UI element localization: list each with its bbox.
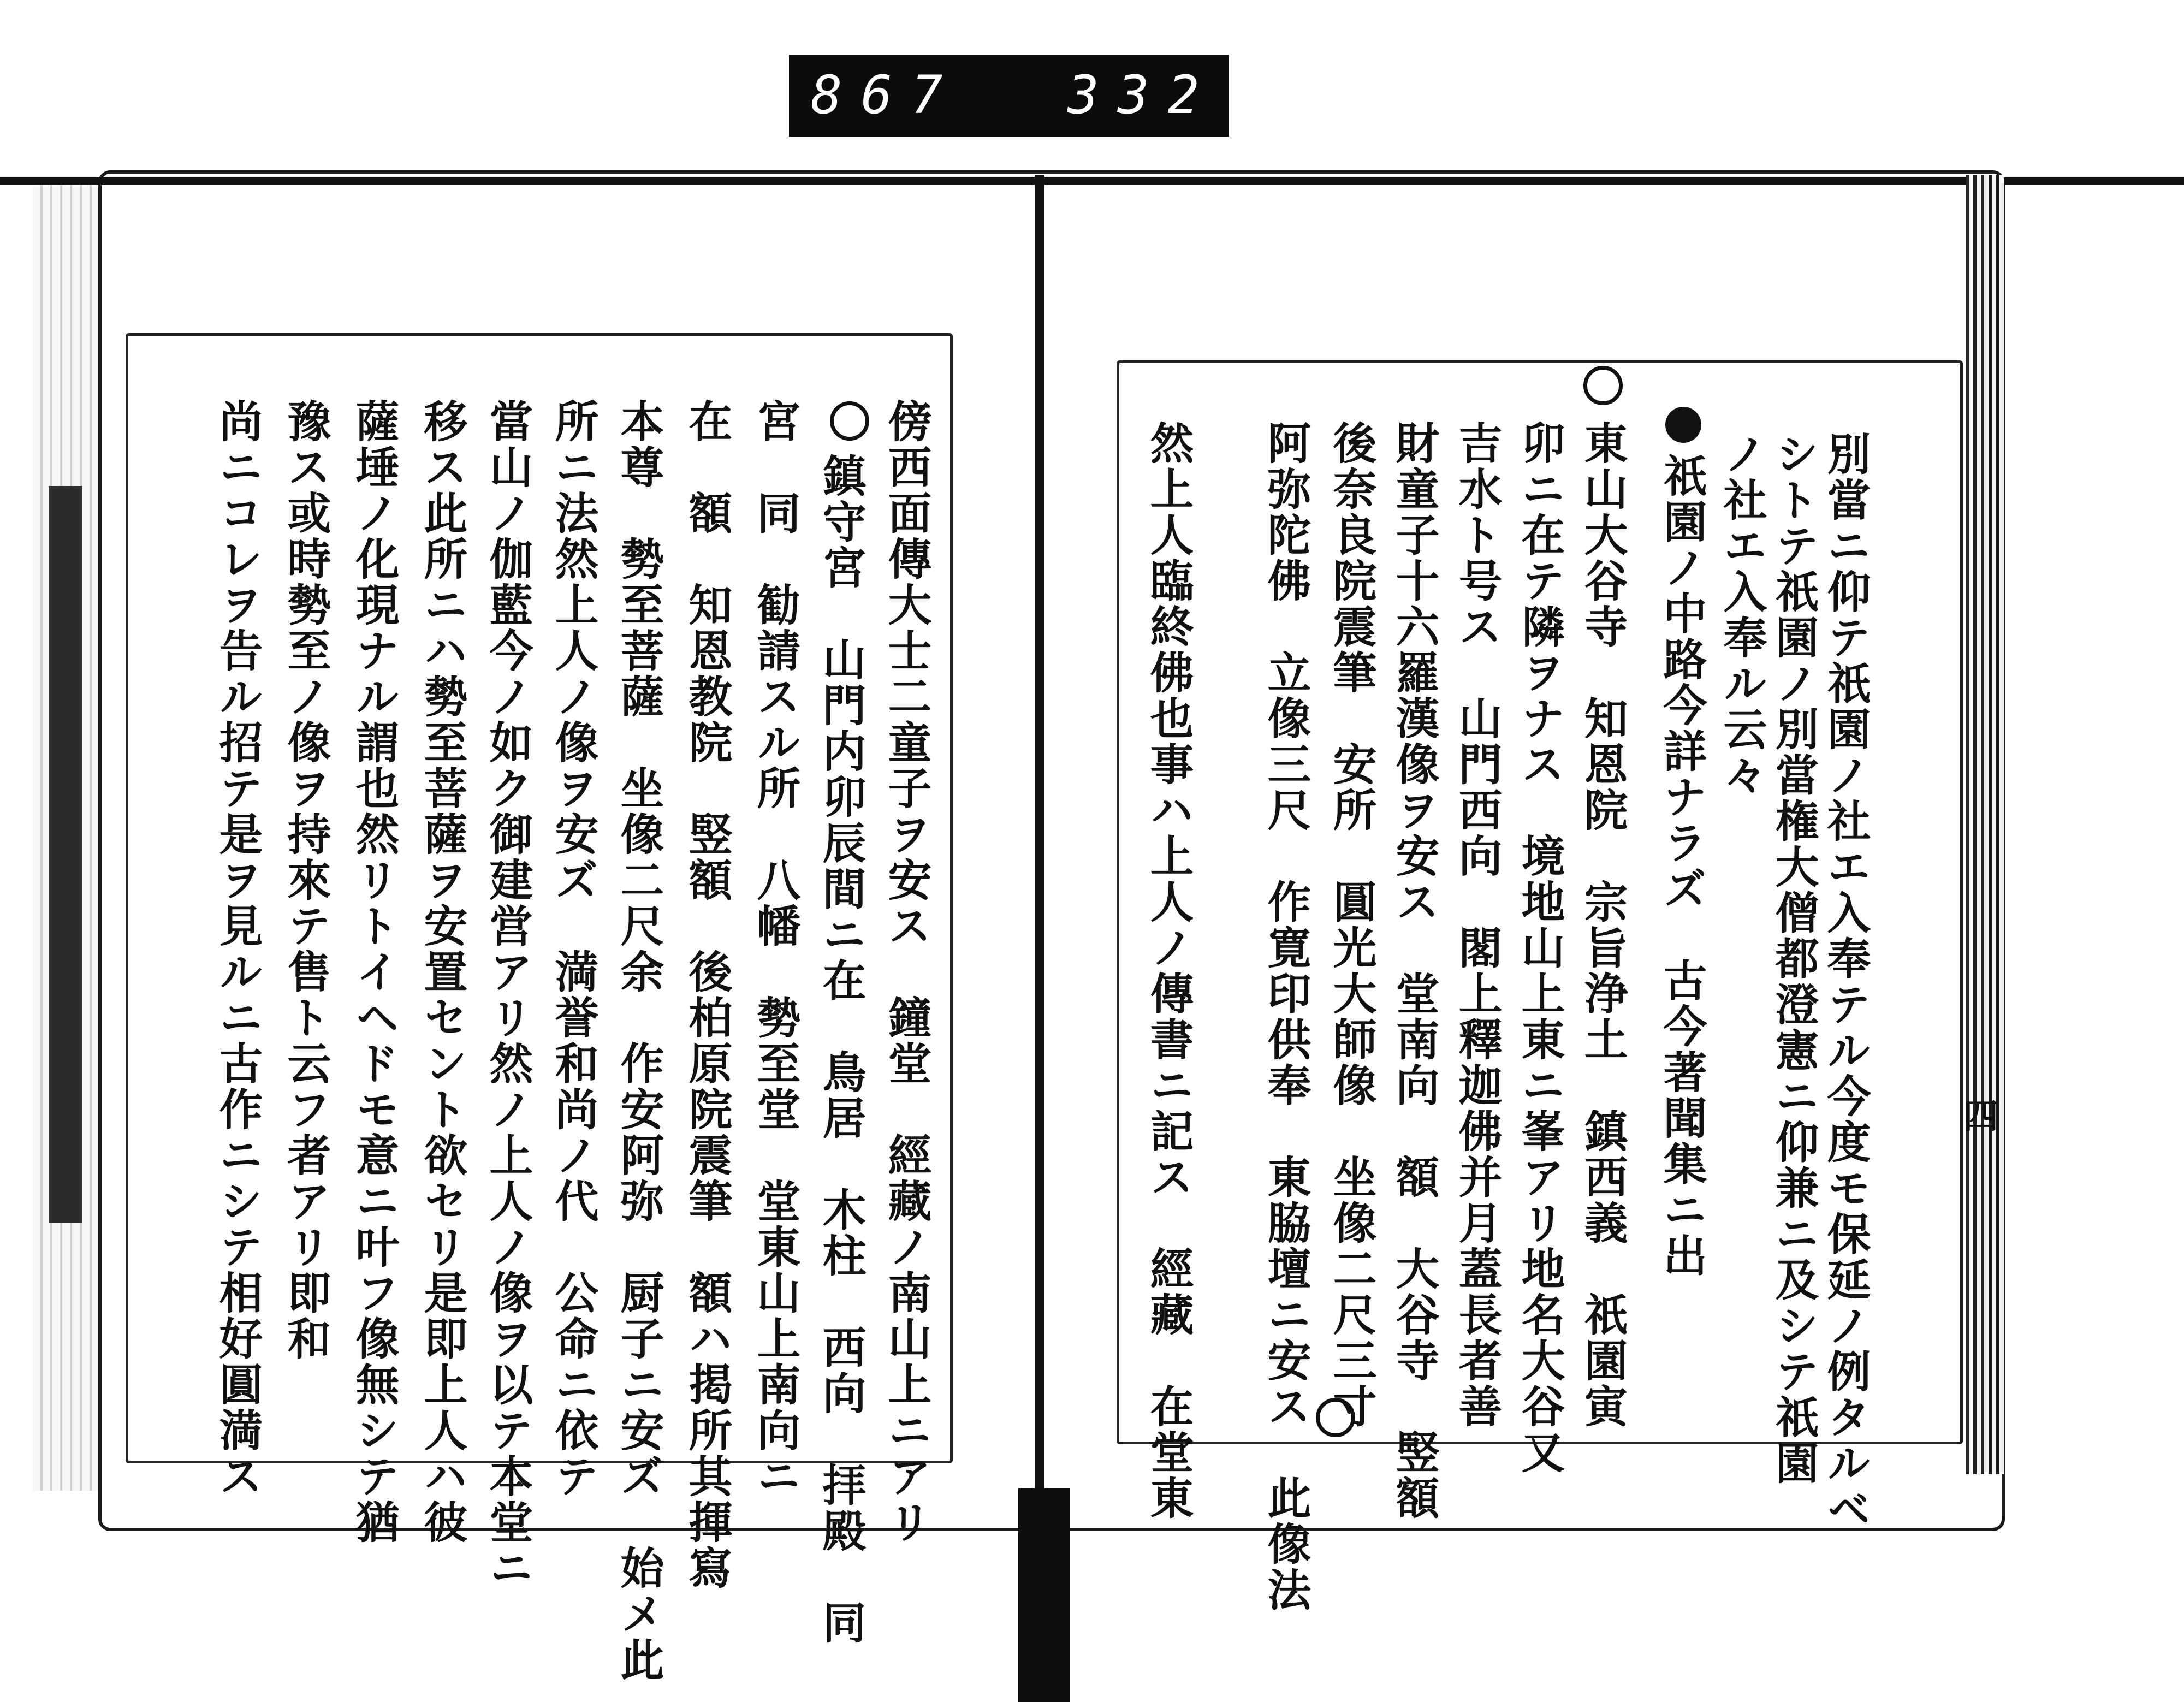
left-column-9: 薩埵ノ化現ナル謂也然リトイヘドモ意ニ叶フ像無シテ猶: [348, 399, 400, 1545]
left-column-11: 尚ニコレヲ告ル招テ是ヲ見ルニ古作ニシテ相好圓満ス: [212, 399, 263, 1499]
left-column-7: 當山ノ伽藍今ノ如ク御建営アリ然ノ上人ノ像ヲ以テ本堂ニ: [482, 399, 533, 1591]
right-column-10: 阿弥陀佛 立像三尺 作寛印供奉 東脇壇ニ安ス 此像法: [1260, 420, 1311, 1613]
book-gutter: [1035, 175, 1044, 1529]
left-column-5: 本尊 勢至菩薩 坐像二尺余 作安阿弥 厨子ニ安ズ 始メ此: [613, 399, 664, 1683]
right-column-2: シトテ祇園ノ別當権大僧都澄憲ニ仰兼ニ及シテ祇園: [1768, 431, 1819, 1486]
left-bullet-circle: [830, 401, 869, 441]
right-column-7: 吉水ト号ス 山門西向 閣上釋迦佛并月蓋長者善: [1451, 420, 1503, 1430]
gutter-shadow: [1018, 1488, 1070, 1702]
left-column-3: 宮 同 勧請スル所 八幡 勢至堂 堂東山上南向ニ: [750, 399, 801, 1499]
right-column-1: 別當ニ仰テ祇園ノ社エ入奉テル今度モ保延ノ例タルベ: [1820, 431, 1871, 1532]
right-column-9: 後奈良院震筆 安所 圓光大師像 坐像二尺三寸: [1326, 420, 1377, 1430]
left-column-2: 鎮守宮 山門内卯辰間ニ在 鳥居 木柱 西向 拝殿 同: [815, 453, 867, 1646]
left-column-6: 所ニ法然上人ノ像ヲ安ズ 満誉和尚ノ代 公命ニ依テ: [548, 399, 599, 1499]
folio-number: 四: [1957, 1098, 1998, 1135]
right-bullet-circle-2: [1316, 1398, 1355, 1437]
catalog-number-left: 867: [811, 64, 962, 126]
left-column-8: 移ス此所ニハ勢至菩薩ヲ安置セント欲セリ是即上人ハ彼: [417, 399, 468, 1545]
right-column-6: 卯ニ在テ隣ヲナス 境地山上東ニ峯アリ地名大谷又: [1514, 420, 1565, 1475]
left-page-stack: [33, 180, 98, 1491]
catalog-number-plate: [789, 55, 1229, 137]
right-bullet-filled: [1665, 407, 1701, 443]
right-bullet-circle: [1583, 366, 1623, 405]
catalog-number-right: 332: [1067, 64, 1218, 126]
right-column-4: 祇園ノ中路今詳ナラズ 古今著聞集ニ出: [1656, 453, 1707, 1279]
right-column-3: ノ社エ入奉ル云々: [1716, 431, 1767, 798]
left-binding-strip: [49, 486, 82, 1223]
scan-top-line: [0, 177, 2184, 185]
right-column-11: 然上人臨終佛也事ハ上人ノ傳書ニ記ス 經藏 在堂東: [1143, 420, 1194, 1521]
right-page-stack: [1966, 175, 2004, 1474]
left-column-1: 傍西面傳大士二童子ヲ安ス 鐘堂 經藏ノ南山上ニアリ: [881, 399, 932, 1545]
left-column-4: 在 額 知恩教院 竪額 後柏原院震筆 額ハ掲所其揮寫: [681, 399, 733, 1591]
left-column-10: 豫ス或時勢至ノ像ヲ持來テ售ト云フ者アリ即和: [280, 399, 331, 1362]
right-column-8: 財童子十六羅漢像ヲ安ス 堂南向 額 大谷寺 竪額: [1388, 420, 1440, 1521]
right-column-5: 東山大谷寺 知恩院 宗旨浄土 鎮西義 祇園寅: [1577, 420, 1628, 1430]
